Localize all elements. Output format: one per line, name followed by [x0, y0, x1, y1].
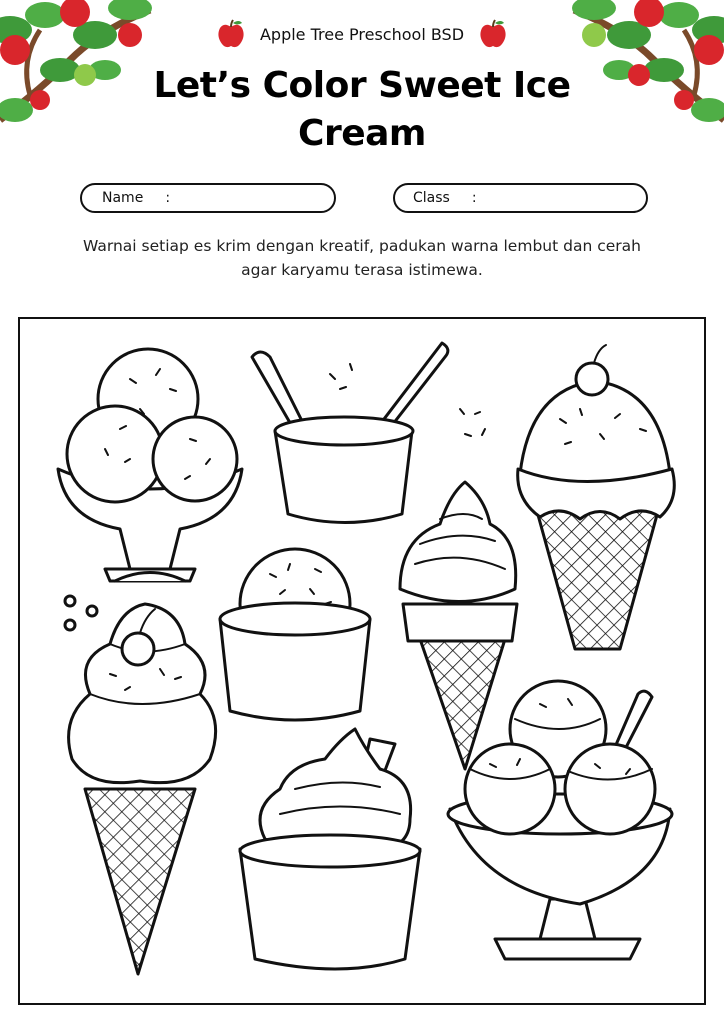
instruction-text: Warnai setiap es krim dengan kreatif, padukan warna lembut dan cerah agar karyamu terasa istimewa. [83, 237, 641, 279]
name-field[interactable] [80, 183, 336, 213]
class-separator: : [471, 190, 477, 206]
name-label: Name [102, 190, 144, 206]
ice-cream-coloring-illustrations [20, 319, 704, 1003]
sprinkle-dots-left [65, 596, 97, 630]
school-header [0, 14, 724, 54]
soft-serve-cup-with-wafer [240, 729, 420, 969]
class-field[interactable] [393, 183, 648, 213]
sundae-bowl-with-drip-scoops [448, 681, 672, 959]
soft-serve-waffle-cone [400, 482, 517, 769]
name-separator: : [165, 190, 171, 206]
coloring-area-frame [18, 317, 706, 1005]
apple-icon [478, 18, 508, 50]
class-label: Class [413, 190, 450, 206]
sundae-bowl-three-scoops [58, 349, 242, 581]
waffle-cone-with-cherry-top-right [518, 345, 675, 649]
waffle-cone-with-cherry-bottom-left [69, 604, 216, 974]
cup-with-single-scoop [220, 549, 370, 720]
page-title: Let’s Color Sweet Ice Cream [153, 65, 571, 154]
cup-with-spoons [252, 343, 485, 523]
apple-icon [216, 18, 246, 50]
school-name: Apple Tree Preschool BSD [259, 24, 465, 44]
